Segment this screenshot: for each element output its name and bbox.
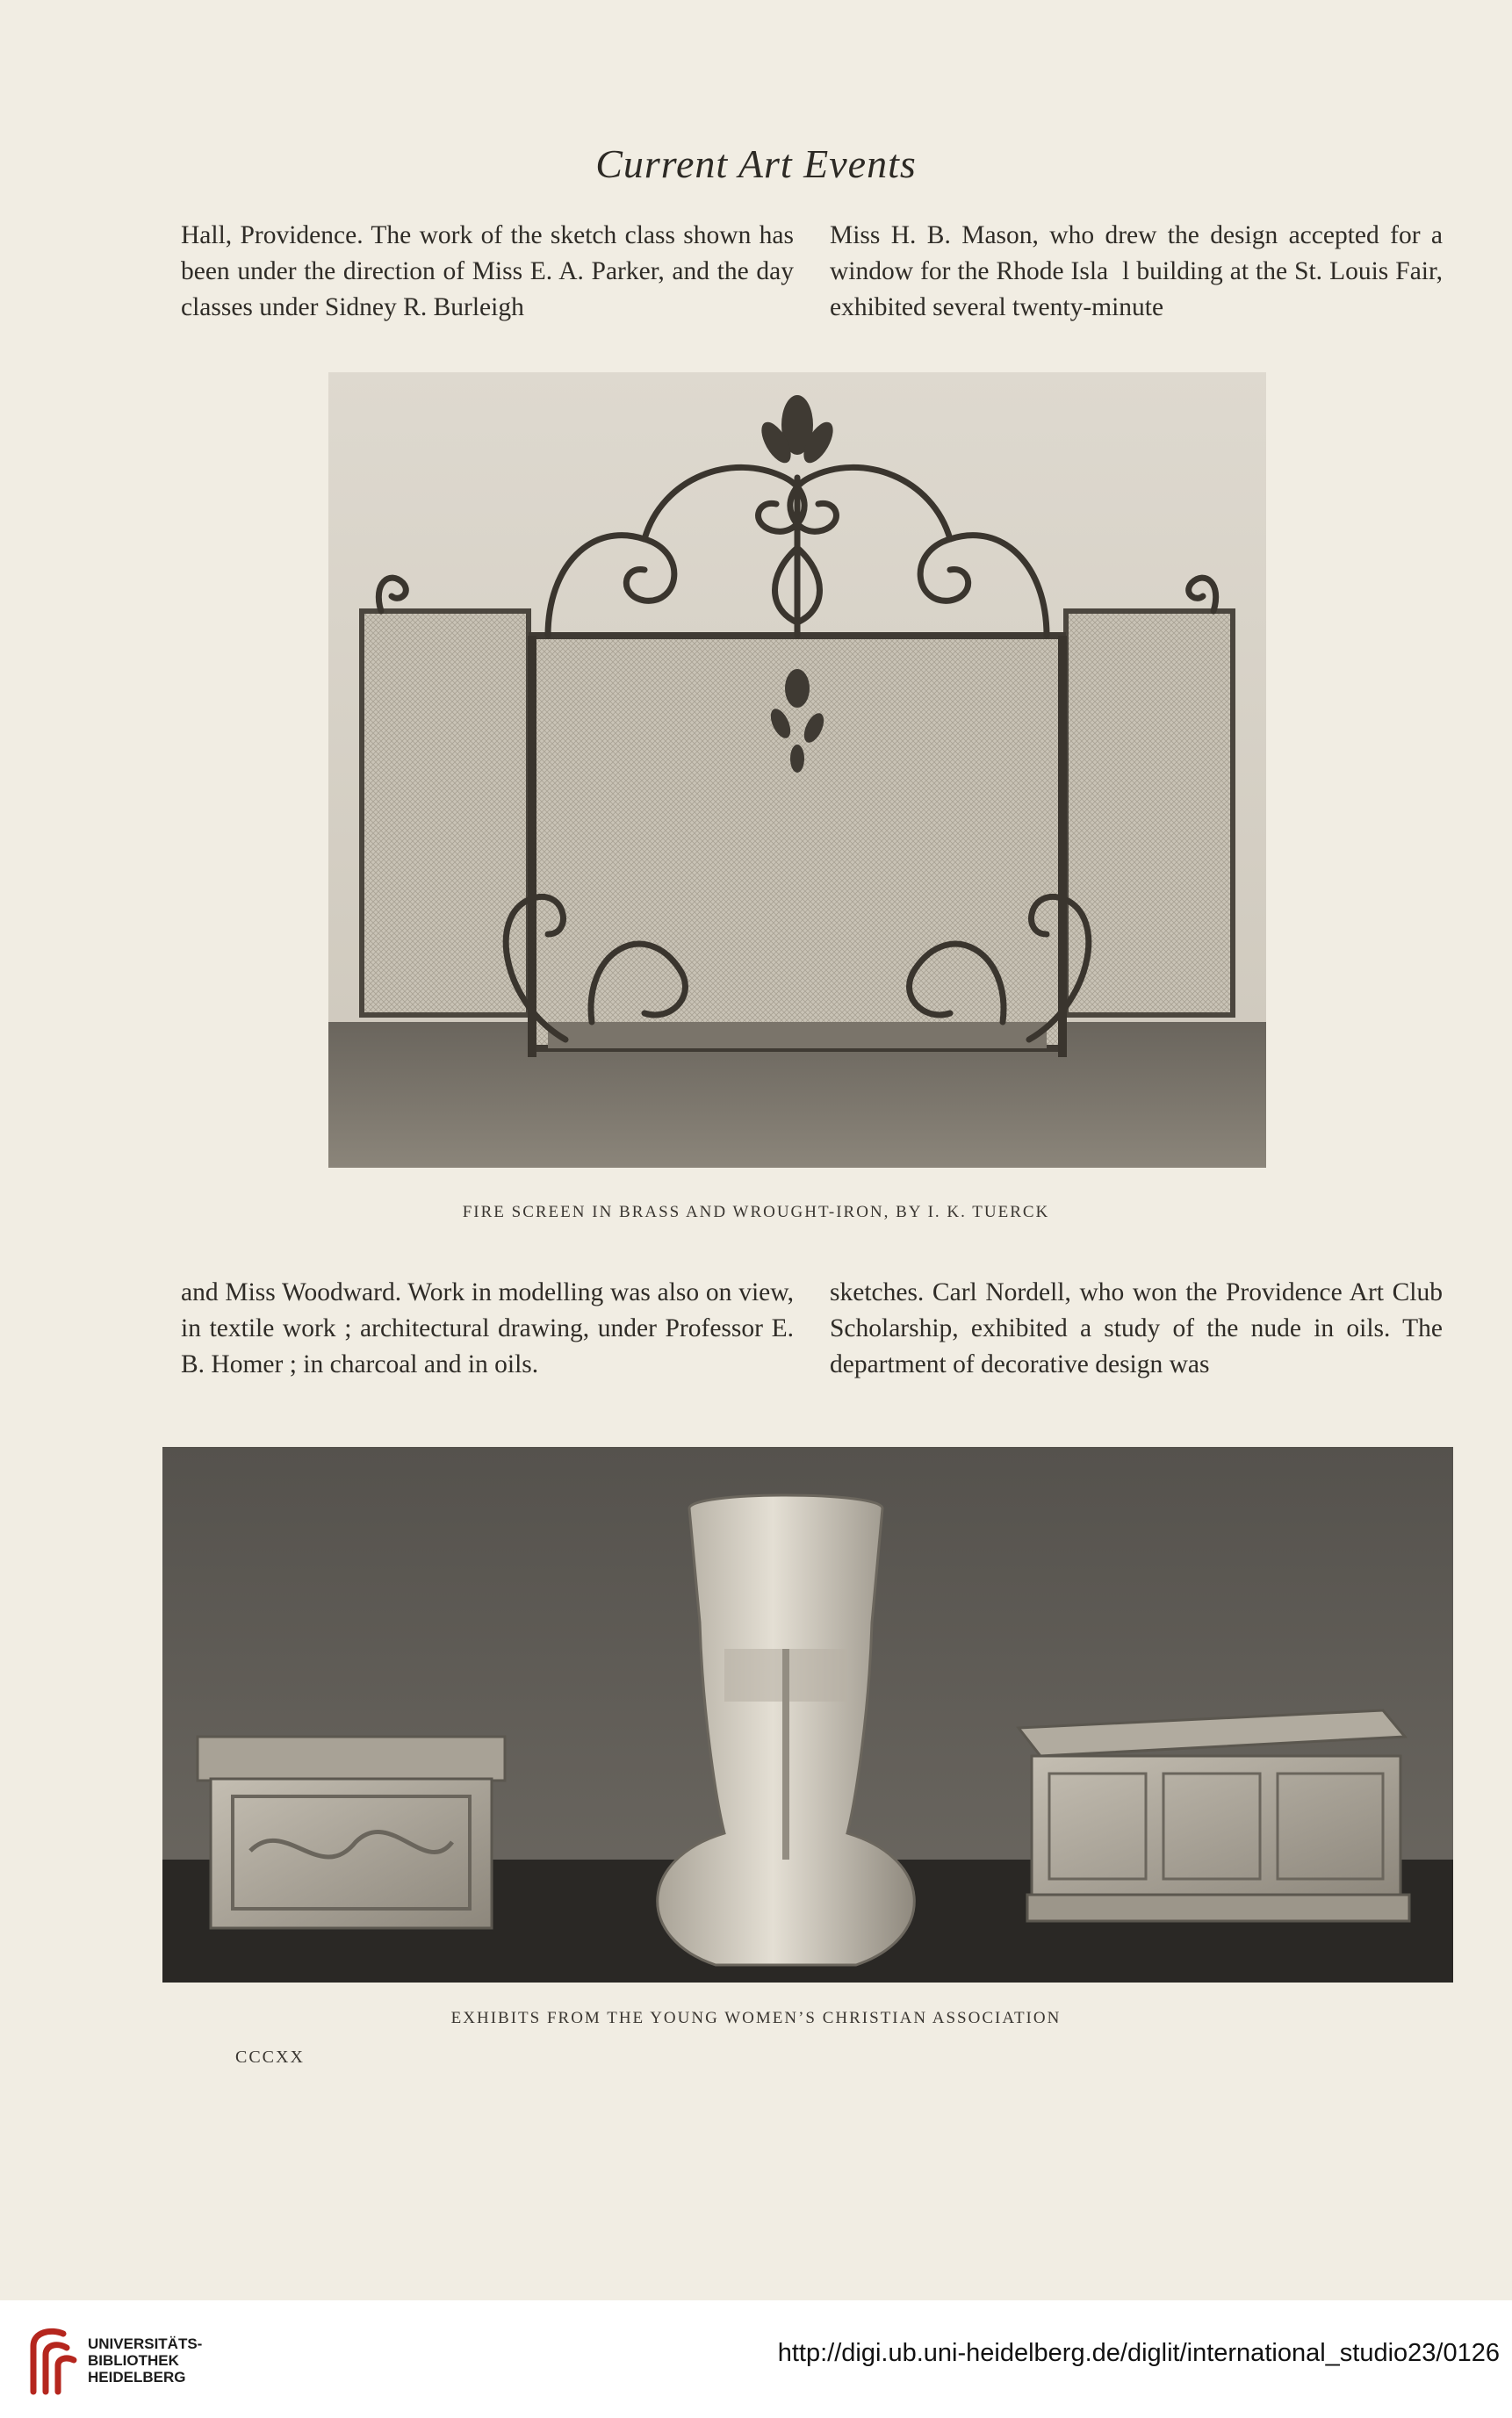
paragraph: Miss H. B. Mason, who drew the design accepted for a window for the Rhode Isla l building at the St. Louis Fair, exhibited several twenty-minute xyxy=(830,221,1443,321)
running-head: Current Art Events xyxy=(595,141,917,186)
column-left-top xyxy=(181,218,794,326)
column-right-top xyxy=(830,218,1443,326)
column-left-bottom xyxy=(181,1275,794,1383)
paragraph: sketches. Carl Nordell, who won the Providence Art Club Scholarship, exhibited a study of the nude in oils. The department of decorative design was xyxy=(830,1278,1443,1378)
library-name-line: HEIDELBERG xyxy=(88,2369,186,2386)
paragraph: and Miss Woodward. Work in modelling was also on view, in textile work ; architectural drawing, under Professor E. B. Homer ; in charcoal and in oils. xyxy=(181,1278,794,1378)
figure-caption-ywca: EXHIBITS FROM THE YOUNG WOMEN’S CHRISTIAN ASSOCIATION xyxy=(450,2009,1062,2027)
paragraph: Hall, Providence. The work of the sketch class shown has been under the direction of Miss E. A. Parker, and the day classes under Sidney R. Burleigh xyxy=(181,221,794,321)
library-footer xyxy=(0,2300,1512,2418)
fire-screen-illustration xyxy=(328,372,1266,1168)
page-number: CCCXX xyxy=(235,2047,305,2067)
ywca-exhibits-illustration xyxy=(162,1447,1453,1983)
library-name-line: BIBLIOTHEK xyxy=(88,2352,179,2369)
figure-caption-fire-screen: FIRE SCREEN IN BRASS AND WROUGHT-IRON, BY I. K. TUERCK xyxy=(462,1203,1050,1221)
library-name xyxy=(88,2335,202,2386)
library-name-line: UNIVERSITÄTS- xyxy=(88,2335,203,2352)
source-url-link[interactable]: http://digi.ub.uni-heidelberg.de/diglit/international_studio23/0126 xyxy=(777,2339,1500,2367)
ywca-exhibits-photograph xyxy=(162,1447,1453,1983)
university-library-logo-icon xyxy=(16,2320,86,2399)
column-right-bottom xyxy=(830,1275,1443,1383)
fire-screen-photograph xyxy=(328,372,1266,1168)
